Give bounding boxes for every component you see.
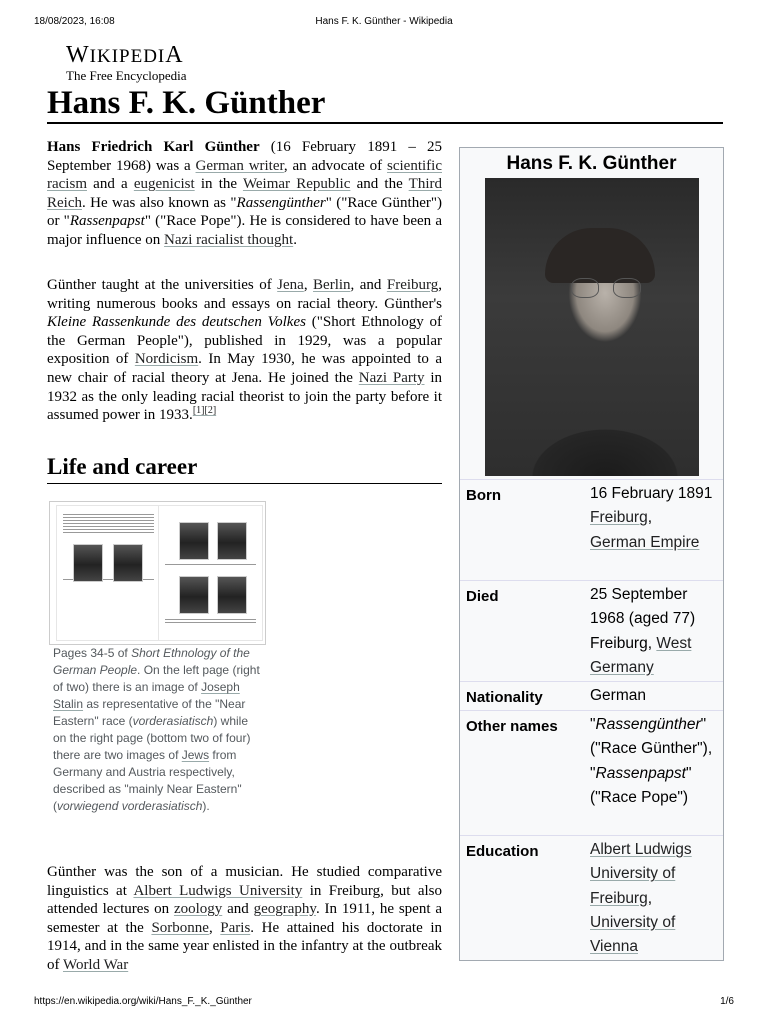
print-url: https://en.wikipedia.org/wiki/Hans_F._K._Günther	[34, 996, 252, 1007]
intro-paragraph-2	[47, 276, 442, 425]
infobox-row-died	[460, 580, 723, 681]
text: "	[590, 716, 596, 733]
label-died: Died	[466, 588, 499, 605]
reference-2[interactable]: [2]	[204, 405, 217, 417]
alias-italic: Rassenpapst	[595, 764, 686, 782]
text: and a	[86, 176, 134, 193]
image-caption	[53, 645, 264, 815]
portrait-thumbnail	[179, 522, 209, 560]
reference-1[interactable]: [1]	[192, 405, 205, 417]
label-nationality: Nationality	[466, 689, 543, 706]
text: . In 1911, he spent a semester at the	[47, 901, 442, 936]
book-title: Kleine Rassenkunde des deutschen Volkes	[47, 314, 306, 331]
text: in 1932 as the only leading racial theorist to join the party before it assumed power in 1933.	[47, 369, 443, 424]
link-scientific-racism[interactable]: scientific racism	[47, 157, 442, 193]
text: ,	[647, 889, 653, 907]
text: and the	[350, 176, 409, 193]
alias-italic: Rassengünther	[236, 194, 326, 211]
wikipedia-logo[interactable]	[66, 42, 187, 83]
text: " ("Race Pope"). He is considered to have been a major influence on	[47, 213, 442, 248]
text: . On the left page (right of two) there is an image of	[53, 663, 260, 694]
link-university-of-vienna[interactable]: University of Vienna	[590, 913, 676, 956]
text: , writing numerous books and essays on racial theory. Günther's	[47, 277, 442, 312]
infobox-row-nationality	[460, 681, 723, 710]
book-pages-image[interactable]	[49, 501, 266, 645]
text: " ("Race Günther"), "	[590, 716, 713, 782]
text: (16 February 1891 – 25 September 1968) was a	[47, 139, 442, 174]
page-title: Hans F. K. Günther	[47, 85, 326, 121]
portrait-thumbnail	[73, 544, 103, 582]
text: ) while on the right page (bottom two of four) there are two images of	[53, 714, 251, 762]
text: , an advocate of	[283, 157, 388, 174]
infobox-title: Hans F. K. Günther	[506, 153, 677, 174]
term-italic: vorwiegend vorderasiatisch	[57, 799, 203, 813]
link-birthplace-freiburg[interactable]: Freiburg	[590, 509, 648, 527]
portrait-thumbnail	[217, 576, 247, 614]
portrait-thumbnail	[113, 544, 143, 582]
link-paris[interactable]: Paris	[220, 919, 251, 936]
text: Günther was the son of a musician. He studied comparative linguistics at	[47, 864, 442, 899]
intro-paragraph-1	[47, 138, 442, 250]
birth-date: 16 February 1891	[590, 485, 713, 502]
value-education	[590, 838, 718, 959]
text: Pages 34-5 of	[53, 646, 132, 660]
link-zoology[interactable]: zoology	[173, 901, 223, 918]
link-nordicism[interactable]: Nordicism	[134, 351, 199, 368]
label-born: Born	[466, 487, 501, 504]
text: . He attained his doctorate in 1914, and in the same year enlisted in the infantry at the outbreak of	[47, 919, 442, 973]
link-nazi-racialist-thought[interactable]: Nazi racialist thought	[164, 231, 294, 248]
link-jena[interactable]: Jena	[277, 277, 304, 293]
label-other-names: Other names	[466, 718, 558, 735]
section-heading-life-and-career: Life and career	[47, 454, 198, 479]
infobox-row-other-names	[460, 710, 723, 835]
link-albert-ludwigs-university-of-freiburg[interactable]: Albert Ludwigs University of Freiburg	[590, 841, 692, 907]
book-title: Short Ethnology of the German People	[53, 646, 250, 677]
term-italic: vorderasiatisch	[132, 714, 214, 728]
portrait-hair-shape	[545, 228, 655, 283]
glasses-shape	[571, 278, 599, 298]
link-jews[interactable]: Jews	[181, 748, 210, 762]
text: . He was also known as "	[82, 194, 237, 211]
title-divider	[47, 122, 723, 124]
link-sorbonne[interactable]: Sorbonne	[151, 919, 209, 936]
text: .	[293, 231, 297, 248]
text: ,	[303, 277, 314, 293]
link-geography[interactable]: geography	[253, 901, 316, 918]
left-page-thumbnail	[56, 505, 161, 641]
link-eugenicist[interactable]: eugenicist	[133, 176, 195, 193]
infobox-row-education	[460, 835, 723, 960]
logo-tagline: The Free Encyclopedia	[66, 68, 187, 83]
subject-name: Hans Friedrich Karl Günther	[47, 139, 260, 155]
logo-wordmark: WIKIPEDIA	[66, 42, 184, 68]
text: ).	[202, 799, 210, 813]
print-page-number: 1/6	[720, 996, 734, 1007]
portrait-photo[interactable]	[485, 178, 699, 476]
link-world-war[interactable]: World War	[62, 956, 129, 973]
portrait-thumbnail	[217, 522, 247, 560]
death-date: 25 September 1968 (aged 77)	[590, 586, 696, 628]
alias-italic: Rassengünther	[595, 716, 701, 733]
link-berlin[interactable]: Berlin	[313, 277, 351, 293]
value-born	[590, 482, 718, 555]
alias-italic: Rassenpapst	[69, 213, 145, 230]
text: , and	[350, 277, 387, 293]
portrait-thumbnail	[179, 576, 209, 614]
text: " ("Race Pope")	[590, 764, 692, 806]
glasses-shape	[613, 278, 641, 298]
value-died	[590, 583, 718, 680]
link-german-writer[interactable]: German writer	[195, 157, 284, 174]
text: ,	[208, 919, 221, 936]
infobox	[459, 147, 724, 961]
paragraph-early-life	[47, 863, 442, 975]
text: in the	[194, 176, 243, 193]
link-albert-ludwigs-university[interactable]: Albert Ludwigs University	[133, 882, 303, 899]
label-education: Education	[466, 843, 539, 860]
value-nationality: German	[590, 687, 646, 704]
infobox-row-born	[460, 479, 723, 580]
text: ,	[647, 509, 653, 527]
text: ("Short Ethnology of the German People"), published in 1929, was a popular exposition of	[47, 314, 442, 368]
text: Günther taught at the universities of	[47, 277, 278, 293]
link-west-germany[interactable]: West Germany	[590, 634, 692, 676]
text: in Freiburg, but also attended lectures on	[47, 882, 442, 918]
text: " ("Race Günther") or "	[47, 194, 442, 230]
link-german-empire[interactable]: German Empire	[590, 533, 700, 551]
link-nazi-party[interactable]: Nazi Party	[358, 369, 425, 386]
text: . In May 1930, he was appointed to a new chair of racial theory at Jena. He joined the	[47, 351, 442, 386]
link-freiburg[interactable]: Freiburg	[386, 277, 439, 293]
print-datetime: 18/08/2023, 16:08	[34, 16, 115, 27]
text: and	[222, 901, 254, 918]
print-page-title: Hans F. K. Günther - Wikipedia	[315, 16, 453, 27]
text: as representative of the "Near Eastern" race (	[53, 697, 246, 728]
death-place: Freiburg,	[590, 634, 657, 652]
link-weimar-republic[interactable]: Weimar Republic	[242, 176, 351, 193]
section-divider	[47, 483, 442, 484]
right-page-thumbnail	[158, 505, 263, 641]
link-third-reich[interactable]: Third Reich	[47, 176, 442, 211]
link-joseph-stalin[interactable]: Joseph Stalin	[53, 680, 240, 711]
text: from Germany and Austria respectively, described as "mainly Near Eastern" (	[53, 748, 242, 813]
value-other-names	[590, 713, 718, 810]
